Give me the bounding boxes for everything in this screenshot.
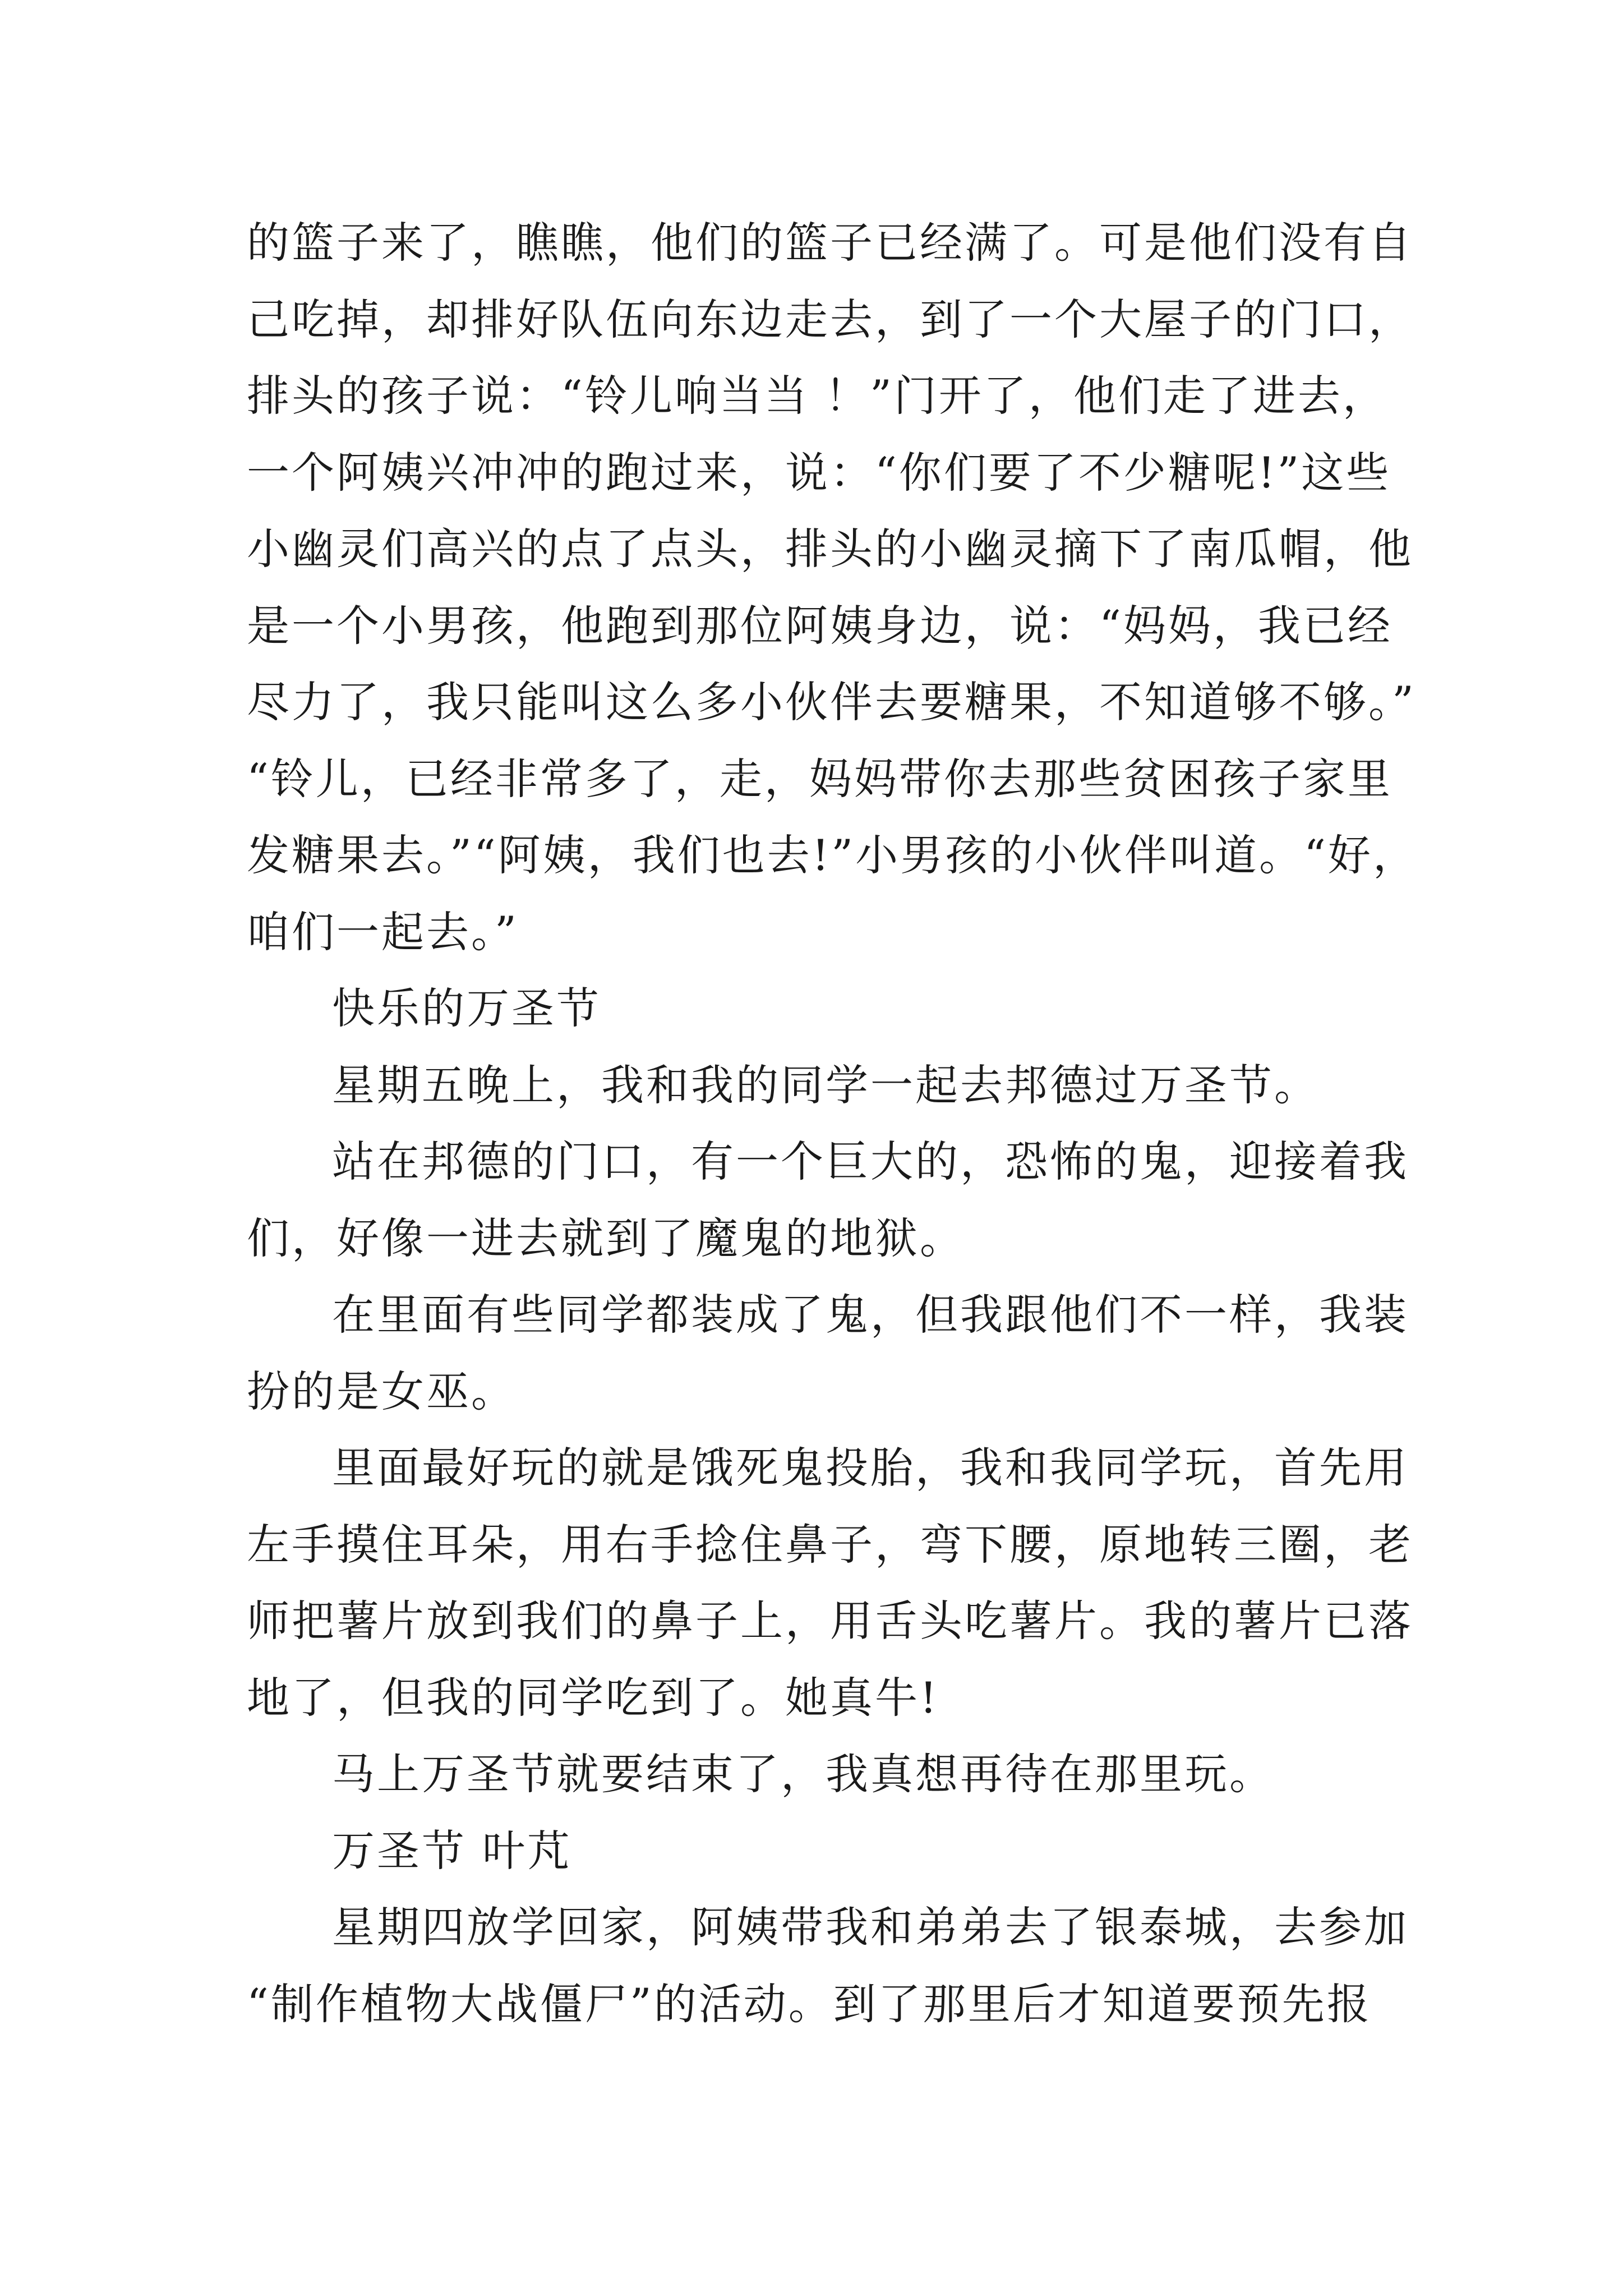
text-line: 是一个小男孩，他跑到那位阿姨身边，说：“妈妈，我已经: [247, 600, 1393, 651]
text-line: 里面最好玩的就是饿死鬼投胎，我和我同学玩，首先用: [332, 1443, 1409, 1493]
text-line: 的篮子来了，瞧瞧，他们的篮子已经满了。可是他们没有自: [247, 218, 1413, 268]
document-body: [247, 205, 1424, 2042]
text-line: 站在邦德的门口，有一个巨大的，恐怖的鬼，迎接着我: [332, 1137, 1409, 1186]
text-line: 发糖果去。”“阿姨，我们也去!”小男孩的小伙伴叫道。“好，: [247, 830, 1418, 880]
text-line: 小幽灵们高兴的点了点头，排头的小幽灵摘下了南瓜帽，他: [247, 524, 1413, 574]
text-line: 左手摸住耳朵，用右手捻住鼻子，弯下腰，原地转三圈，老: [247, 1519, 1413, 1570]
text-line: 星期五晚上，我和我的同学一起去邦德过万圣节。: [332, 1060, 1319, 1110]
text-line: 一个阿姨兴冲冲的跑过来，说：“你们要了不少糖呢!”这些: [247, 447, 1391, 498]
text-line: 星期四放学回家，阿姨带我和弟弟去了银泰城，去参加: [332, 1902, 1409, 1952]
text-line: “铃儿，已经非常多了，走，妈妈带你去那些贫困孩子家里: [247, 753, 1393, 804]
section-title-happy-halloween: 快乐的万圣节: [332, 983, 601, 1033]
text-line: 排头的孩子说：“铃儿响当当 ！”门开了，他们走了进去，: [247, 371, 1387, 421]
text-line: 咱们一起去。”: [247, 907, 519, 957]
text-line: 们，好像一进去就到了魔鬼的地狱。: [247, 1213, 965, 1263]
text-line: 己吃掉，却排好队伍向东边走去，到了一个大屋子的门口，: [247, 294, 1413, 344]
text-line: 尽力了，我只能叫这么多小伙伴去要糖果，不知道够不够。”: [247, 677, 1416, 727]
text-line: 扮的是女巫。: [247, 1366, 516, 1416]
text-line: 师把薯片放到我们的鼻子上，用舌头吃薯片。我的薯片已落: [247, 1596, 1413, 1646]
section-title-halloween-yepeng: 万圣节 叶芃: [332, 1825, 573, 1876]
text-line: 在里面有些同学都装成了鬼，但我跟他们不一样，我装: [332, 1290, 1409, 1340]
text-line: 地了，但我的同学吃到了。她真牛!: [247, 1672, 939, 1723]
text-line: 马上万圣节就要结束了，我真想再待在那里玩。: [332, 1749, 1274, 1799]
text-line: “制作植物大战僵尸”的活动。到了那里后才知道要预先报: [247, 1978, 1372, 2029]
